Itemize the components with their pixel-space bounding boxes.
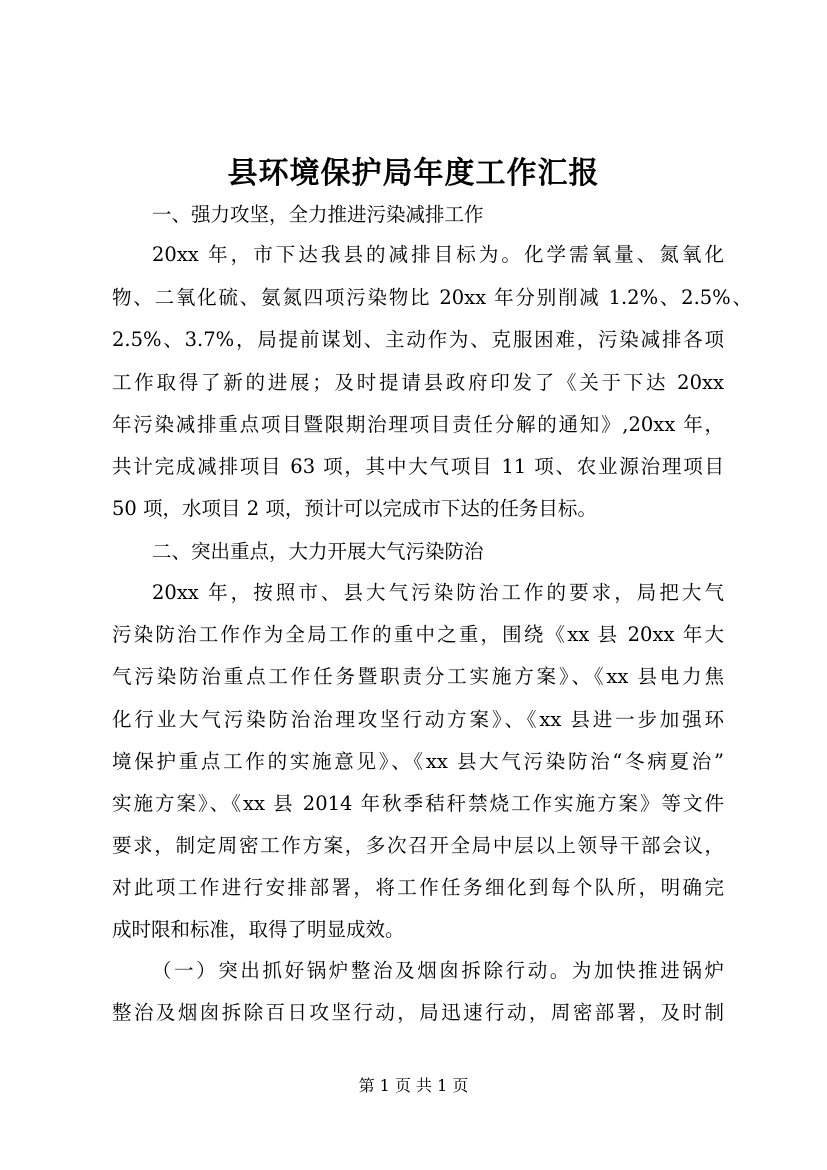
paragraph-line: 污染防治工作作为全局工作的重中之重，围绕《xx 县 20xx 年大 <box>112 623 724 646</box>
section-heading-1: 一、强力攻坚，全力推进污染减排工作 <box>152 203 484 226</box>
paragraph-line: 气污染防治重点工作任务暨职责分工实施方案》、《xx 县电力焦 <box>112 665 724 688</box>
paragraph-line: 成时限和标准，取得了明显成效。 <box>112 918 405 941</box>
paragraph-line: 境保护重点工作的实施意见》、《xx 县大气污染防治“冬病夏治” <box>112 750 724 773</box>
paragraph-line: 50 项，水项目 2 项，预计可以完成市下达的任务目标。 <box>112 497 597 520</box>
paragraph-line: 要求，制定周密工作方案，多次召开全局中层以上领导干部会议， <box>112 834 724 857</box>
paragraph-line: 整治及烟囱拆除百日攻坚行动，局迅速行动，周密部署，及时制 <box>112 1001 724 1024</box>
paragraph-line: 物、二氧化硫、氨氮四项污染物比 20xx 年分别削减 1.2%、2.5%、 <box>112 286 752 309</box>
paragraph-line: 实施方案》、《xx 县 2014 年秋季秸秆禁烧工作实施方案》等文件 <box>112 792 724 815</box>
paragraph-line: 共计完成减排项目 63 项，其中大气项目 11 项、农业源治理项目 <box>112 455 724 478</box>
paragraph-line: 20xx 年，按照市、县大气污染防治工作的要求，局把大气 <box>152 581 724 604</box>
paragraph-line: 20xx 年，市下达我县的减排目标为。化学需氧量、氮氧化 <box>152 243 724 266</box>
section-heading-2: 二、突出重点，大力开展大气污染防治 <box>152 540 484 563</box>
paragraph-line: 2.5%、3.7%，局提前谋划、主动作为、克服困难，污染减排各项 <box>112 328 724 351</box>
paragraph-line: 化行业大气污染防治治理攻坚行动方案》、《xx 县进一步加强环 <box>112 708 724 731</box>
paragraph-line: 年污染减排重点项目暨限期治理项目责任分解的通知》,20xx 年， <box>112 413 724 436</box>
document-title: 县环境保护局年度工作汇报 <box>227 156 600 191</box>
paragraph-line: 对此项工作进行安排部署，将工作任务细化到每个队所，明确完 <box>112 876 724 899</box>
paragraph-line: （一）突出抓好锅炉整治及烟囱拆除行动。为加快推进锅炉 <box>152 959 724 982</box>
page-footer: 第 1 页 共 1 页 <box>358 1076 469 1095</box>
paragraph-line: 工作取得了新的进展；及时提请县政府印发了《关于下达 20xx <box>112 371 724 394</box>
